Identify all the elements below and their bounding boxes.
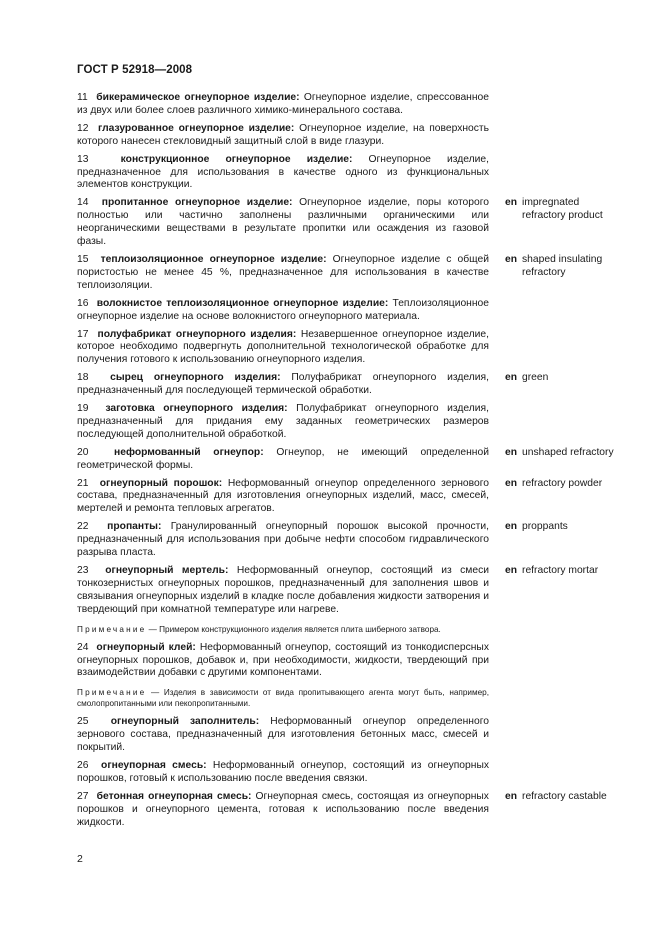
english-equivalent	[505, 478, 635, 491]
term-entry	[77, 372, 549, 398]
term-number: 27	[77, 790, 89, 802]
term-name: огнеупорный клей:	[96, 641, 196, 653]
english-equivalent	[505, 791, 635, 804]
term-name: огнеупорный порошок:	[99, 477, 223, 489]
term-name: сырец огнеупорного изделия:	[110, 372, 281, 384]
term-number: 16	[77, 297, 89, 309]
term-definition: Огнеупор, не имеющий определенной геометрической формы.	[77, 446, 489, 471]
term-number: 12	[77, 122, 89, 134]
term-definition: Неформованный огнеупор, состоящий из тонкодисперсных огнеупорных порошков, добавок и, при необходимости, жидкости, твердеющий при взаимодействии добавки с другими компонентами.	[77, 641, 489, 679]
note-label: Примечание	[77, 688, 147, 698]
term-number: 24	[77, 641, 89, 653]
term-entry	[77, 565, 599, 617]
en-language-label: en	[505, 477, 518, 489]
term-name: заготовка огнеупорного изделия:	[105, 403, 288, 415]
term-number: 11	[77, 92, 88, 103]
en-language-label: en	[505, 446, 518, 458]
term-name: пропанты:	[107, 521, 162, 533]
en-language-label: en	[505, 197, 518, 209]
term-number: 22	[77, 521, 89, 533]
note	[77, 687, 489, 709]
term-number: 26	[77, 760, 89, 772]
note-text: — Примером конструкционного изделия является плита шиберного затвора.	[148, 624, 441, 634]
term-number: 18	[77, 372, 89, 384]
term-entry	[77, 477, 603, 517]
term-definition: Неформованный огнеупор определенного зернового состава, предназначенный для изготовления бетонных масс, смесей и покрытий.	[77, 716, 489, 754]
term-entry	[77, 760, 489, 786]
term-name: волокнистое теплоизоляционное огнеупорное изделие:	[96, 297, 389, 309]
english-equivalent	[505, 197, 635, 223]
term-entry	[77, 298, 489, 324]
term-name: огнеупорный мертель:	[105, 565, 229, 576]
term-definition: Полуфабрикат огнеупорного изделия, предназначенный для последующей термической обработки.	[77, 372, 489, 397]
term-entry	[77, 253, 603, 293]
term-definition: Теплоизоляционное огнеупорное изделие на основе волокнистого огнеупорного материала.	[77, 297, 489, 322]
en-language-label: en	[505, 790, 518, 802]
term-name: бетонная огнеупорная смесь:	[96, 790, 252, 802]
english-equivalent	[505, 447, 635, 460]
en-language-label: en	[505, 253, 518, 265]
term-name: конструкционное огнеупорное изделие:	[120, 153, 353, 165]
page-number: 2	[77, 853, 83, 865]
term-definition: Огнеупорное изделие, предназначенное для использования в качестве одного из функциональных элементов конструкции.	[77, 153, 489, 191]
english-equivalent	[505, 372, 635, 385]
term-entry	[77, 446, 614, 473]
english-term: shaped insulating refractory	[522, 253, 603, 278]
term-name: пропитанное огнеупорное изделие:	[101, 197, 293, 209]
term-entry	[77, 329, 489, 368]
term-entry	[77, 403, 489, 442]
english-equivalent	[505, 521, 635, 534]
term-name: огнеупорный заполнитель:	[110, 716, 260, 728]
term-name: теплоизоляционное огнеупорное изделие:	[100, 253, 327, 265]
en-language-label: en	[505, 372, 518, 384]
term-number: 15	[77, 253, 89, 265]
note-label: Примечание	[77, 624, 147, 634]
term-name: бикерамическое огнеупорное изделие:	[96, 92, 300, 103]
term-definition: Огнеупорное изделие, на поверхность которого нанесен стекловидный защитный слой в виде глазури.	[77, 122, 489, 147]
term-entry	[77, 197, 603, 249]
term-definition: Огнеупорное изделие, спрессованное из двух или более слоев различного химико-минерального состава.	[77, 92, 489, 116]
term-number: 25	[77, 716, 89, 728]
term-definition: Огнеупорное изделие, поры которого полностью или частично заполнены различными органическими или неорганическими веществами в результате пропитки или осаждения из газовой фазы.	[77, 197, 489, 248]
term-number: 21	[77, 477, 89, 489]
english-term: refractory powder	[522, 477, 603, 489]
term-definition: Незавершенное огнеупорное изделие, которое необходимо подвергнуть дополнительной технологической обработке для получения готового к использованию огнеупорного изделия.	[77, 328, 489, 366]
english-equivalent	[505, 565, 635, 578]
term-definition: Неформованный огнеупор определенного зернового состава, предназначенный для изготовления огнеупорных изделий, масс, смесей, мертелей и ремонта тепловых агрегатов.	[77, 477, 489, 515]
term-definition: Неформованный огнеупор, состоящий из смеси тонкозернистых огнеупорных порошков, предназначенный для заполнения швов и связывания огнеупорных изделий в кладке после добавления жидкости затворения и твердеющий при комнатной температуре или нагреве.	[77, 565, 489, 615]
english-equivalent	[505, 254, 635, 280]
term-name: полуфабрикат огнеупорного изделия:	[97, 328, 297, 340]
note	[77, 624, 489, 635]
term-definition: Неформованный огнеупор, состоящий из огнеупорных порошков, готовый к использованию после введения связки.	[77, 760, 489, 784]
term-definition: Гранулированный огнеупорный порошок высокой прочности, предназначенный для использования при добыче нефти способом гидравлического разрыва пласта.	[77, 521, 489, 559]
term-entry	[77, 92, 489, 118]
english-term: proppants	[522, 521, 568, 533]
note-text: — Изделия в зависимости от вида пропитывающего агента могут быть, например, смолопропитанными или пекопропитанными.	[77, 688, 489, 709]
term-entry	[77, 642, 489, 681]
term-number: 14	[77, 197, 89, 209]
term-name: глазурованное огнеупорное изделие:	[98, 122, 295, 134]
term-name: огнеупорная смесь:	[101, 760, 207, 772]
term-number: 19	[77, 403, 89, 415]
term-entry	[77, 123, 489, 149]
term-number: 17	[77, 328, 89, 340]
english-term: green	[522, 372, 549, 384]
term-definition: Огнеупорная смесь, состоящая из огнеупорных порошков и огнеупорного цемента, готовая к использованию после введения жидкости.	[77, 790, 489, 828]
term-definition: Огнеупорное изделие с общей пористостью не менее 45 %, предназначенное для использования в качестве теплоизоляции.	[77, 253, 489, 291]
term-entry	[77, 790, 607, 830]
en-language-label: en	[505, 565, 518, 576]
terms-list	[77, 92, 614, 835]
term-definition: Полуфабрикат огнеупорного изделия, предназначенный для придания ему заданных геометрических размеров последующей дополнительной обработкой.	[77, 403, 489, 440]
term-number: 23	[77, 565, 89, 576]
term-number: 13	[77, 153, 89, 165]
term-name: неформованный огнеупор:	[114, 446, 264, 458]
english-term: impregnated refractory product	[522, 197, 603, 222]
term-entry	[77, 521, 568, 560]
english-term: unshaped refractory	[522, 446, 614, 458]
document-header: ГОСТ Р 52918—2008	[77, 64, 193, 76]
en-language-label: en	[505, 521, 518, 533]
term-entry	[77, 716, 489, 755]
term-entry	[77, 154, 489, 193]
english-term: refractory mortar	[522, 565, 599, 576]
term-number: 20	[77, 446, 89, 458]
english-term: refractory castable	[522, 790, 607, 802]
